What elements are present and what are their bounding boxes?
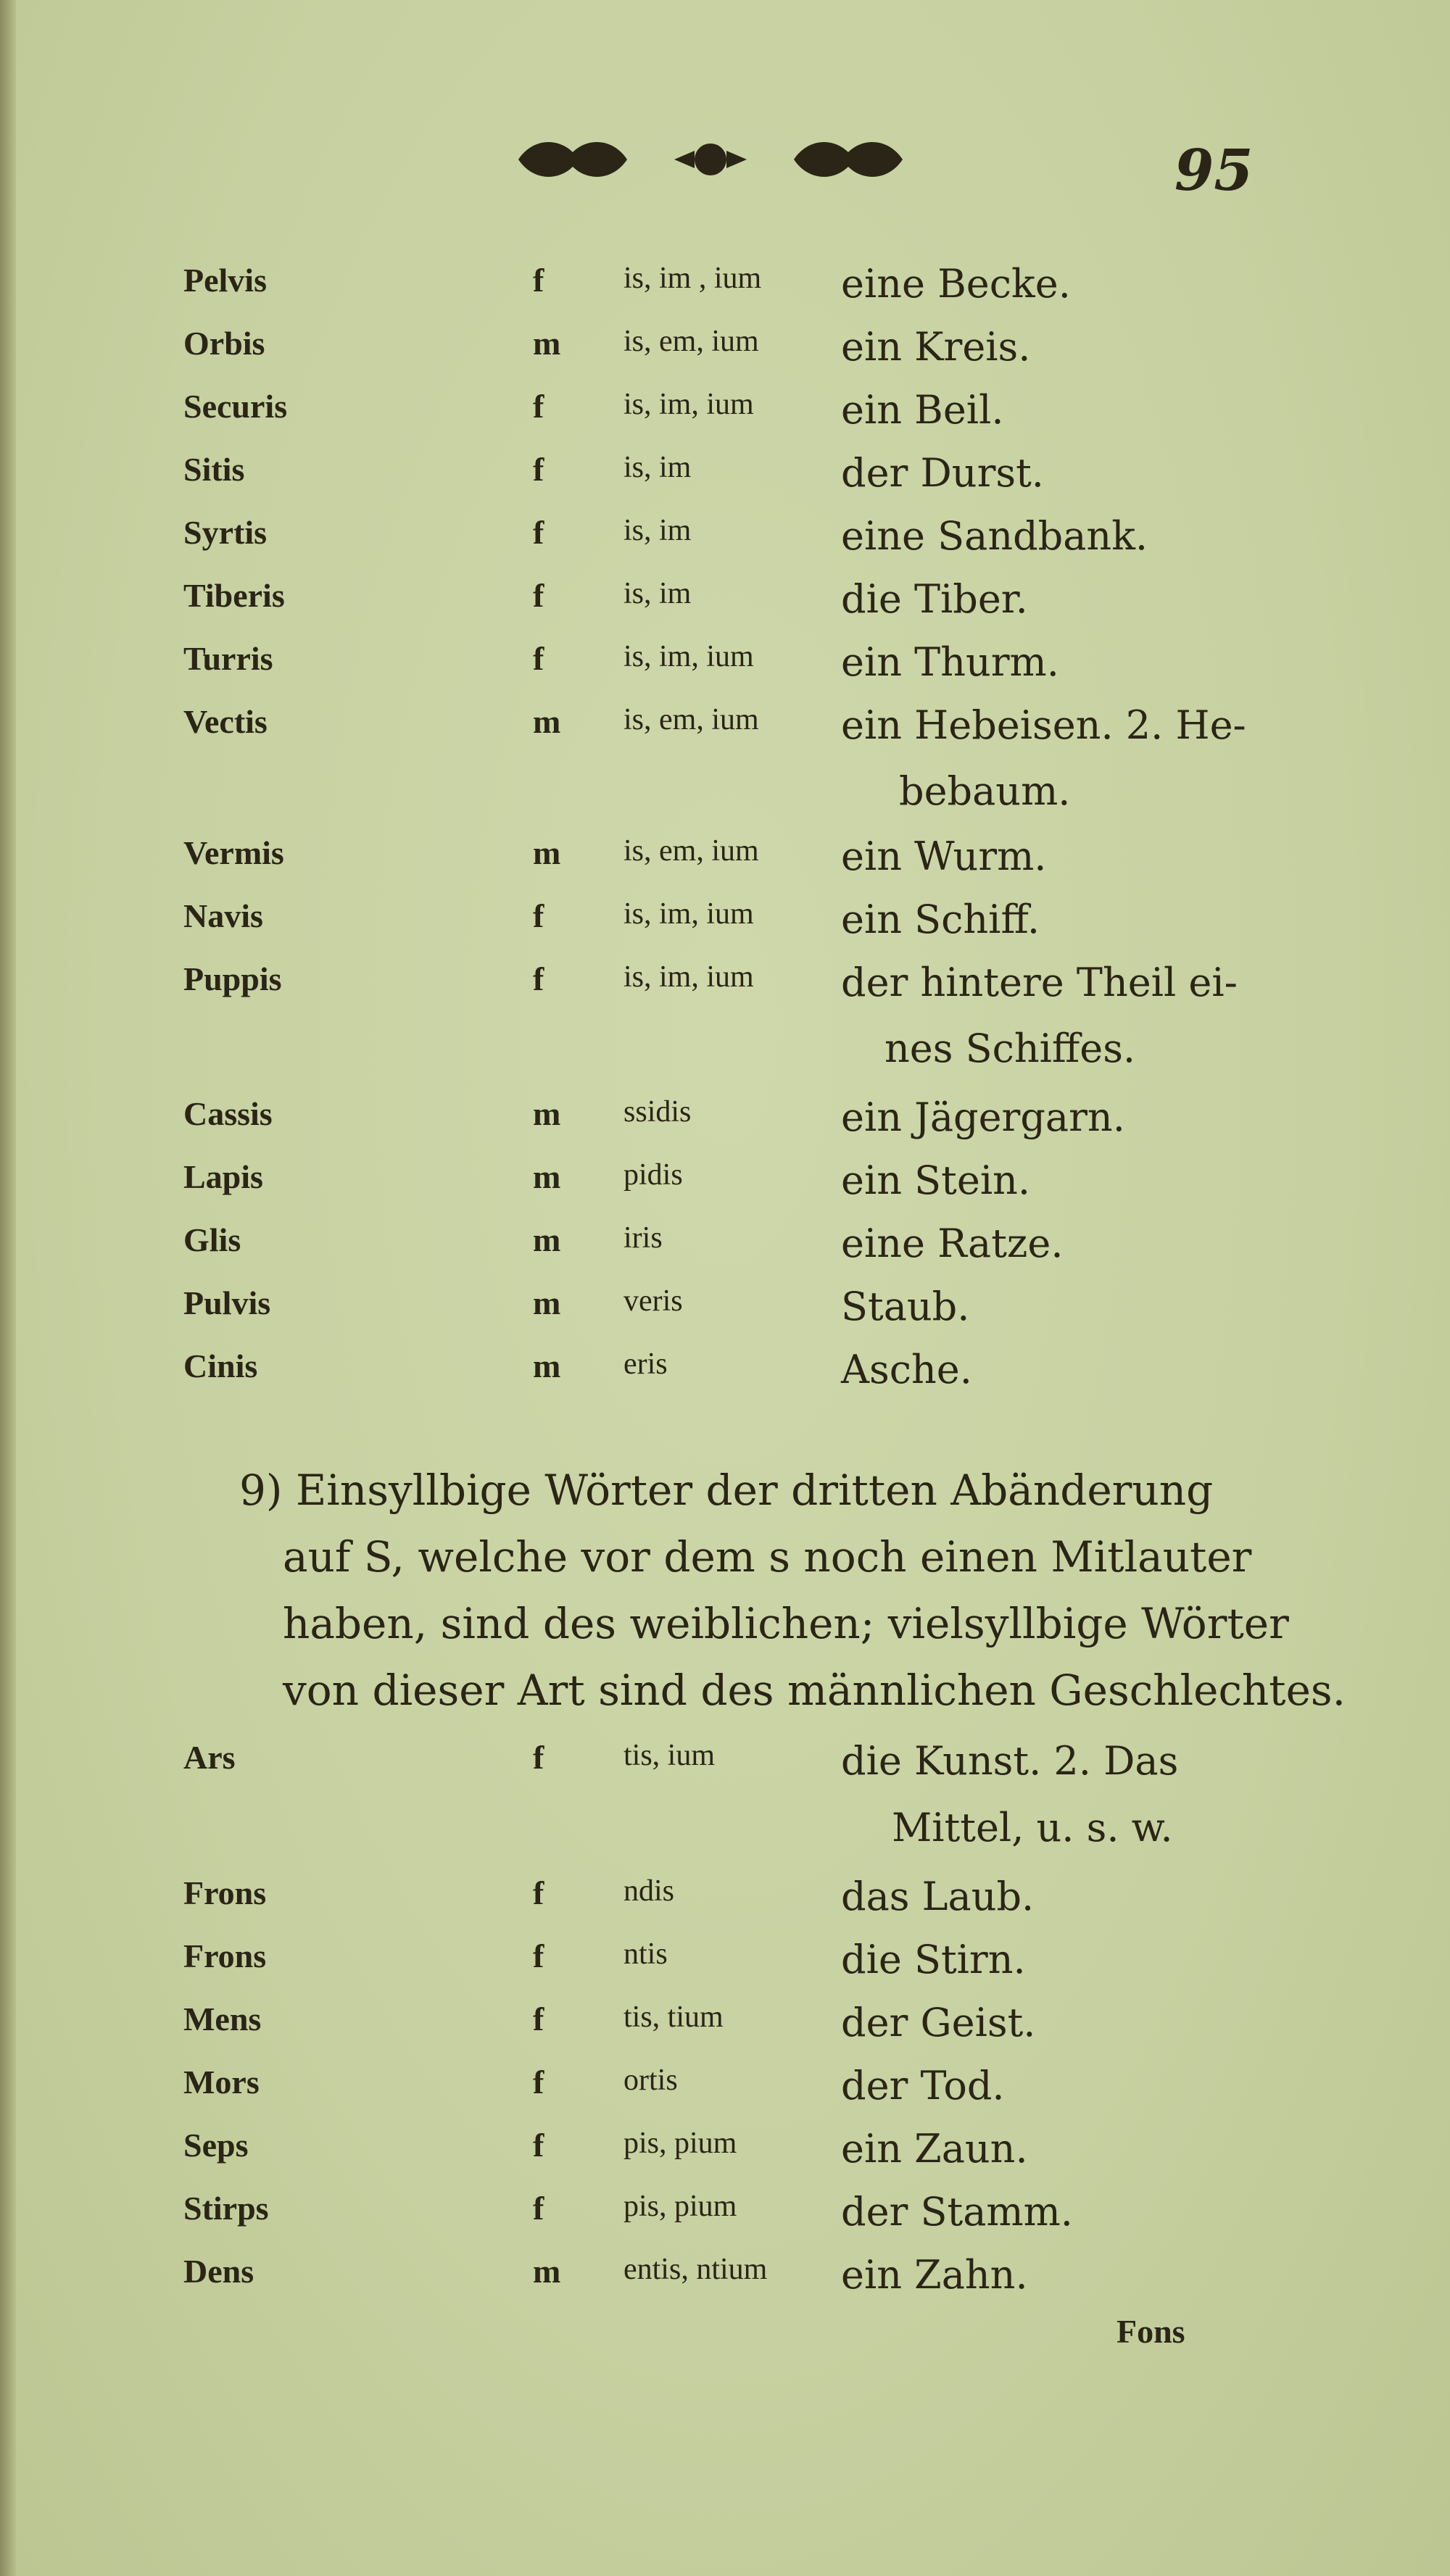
- case-endings: is, em, ium: [624, 703, 759, 736]
- entry-row: [0, 1874, 1450, 1939]
- rule-paragraph: [239, 1457, 1346, 1724]
- rule-line: haben, sind des weiblichen; vielsyllbige Wörter: [283, 1599, 1289, 1648]
- latin-word: Glis: [183, 1221, 241, 1258]
- gender-mark: f: [533, 960, 544, 997]
- entry-row: [0, 2000, 1450, 2065]
- case-endings: eris: [624, 1347, 668, 1381]
- latin-word: Tiberis: [183, 577, 285, 614]
- case-endings: ntis: [624, 1937, 668, 1971]
- latin-word: Ars: [183, 1739, 236, 1776]
- entry-row: [0, 387, 1450, 452]
- german-meaning: ein Zahn.: [841, 2252, 1028, 2298]
- entry-row: [0, 1094, 1450, 1160]
- gender-mark: f: [533, 2190, 544, 2227]
- gender-mark: f: [533, 1874, 544, 1911]
- case-endings: veris: [624, 1284, 683, 1318]
- case-endings: is, im, ium: [624, 960, 754, 994]
- german-meaning: der Geist.: [841, 2000, 1036, 2045]
- latin-word: Pulvis: [183, 1284, 271, 1321]
- gender-mark: f: [533, 2000, 544, 2037]
- entry-row: [0, 2189, 1450, 2254]
- gender-mark: m: [533, 325, 561, 362]
- case-endings: is, im, ium: [624, 897, 754, 931]
- latin-word: Lapis: [183, 1158, 263, 1195]
- german-meaning: eine Becke.: [841, 261, 1071, 307]
- gender-mark: f: [533, 451, 544, 488]
- gender-mark: m: [533, 1158, 561, 1195]
- german-meaning: die Stirn.: [841, 1937, 1026, 1982]
- case-endings: pis, pium: [624, 2190, 737, 2223]
- latin-word: Turris: [183, 640, 273, 677]
- entry-row: [0, 897, 1450, 962]
- case-endings: is, im: [624, 577, 692, 610]
- gender-mark: f: [533, 1937, 544, 1974]
- latin-word: Cassis: [183, 1095, 273, 1132]
- latin-word: Cinis: [183, 1347, 258, 1384]
- case-endings: is, im, ium: [624, 388, 754, 421]
- entry-row: [0, 1221, 1450, 1286]
- german-meaning: ein Stein.: [841, 1158, 1031, 1203]
- meaning-continuation: bebaum.: [899, 768, 1071, 814]
- latin-word: Mens: [183, 2000, 262, 2037]
- case-endings: is, em, ium: [624, 834, 759, 868]
- latin-word: Mors: [183, 2064, 260, 2101]
- case-endings: tis, tium: [624, 2000, 724, 2034]
- entry-row: [0, 639, 1450, 705]
- catchword: Fons: [1116, 2313, 1185, 2350]
- german-meaning: ein Wurm.: [841, 834, 1047, 879]
- case-endings: ortis: [624, 2064, 678, 2097]
- case-endings: is, im: [624, 451, 692, 484]
- german-meaning: Asche.: [841, 1347, 972, 1392]
- latin-word: Pelvis: [183, 262, 267, 299]
- case-endings: tis, ium: [624, 1739, 716, 1772]
- german-meaning: ein Thurm.: [841, 639, 1059, 685]
- entry-row: [0, 1158, 1450, 1223]
- case-endings: entis, ntium: [624, 2253, 768, 2286]
- latin-word: Vermis: [183, 834, 284, 871]
- header-ornament-icon: [508, 130, 914, 188]
- gender-mark: f: [533, 388, 544, 425]
- gender-mark: f: [533, 577, 544, 614]
- gender-mark: m: [533, 834, 561, 871]
- entry-row: [0, 2126, 1450, 2191]
- latin-word: Securis: [183, 388, 288, 425]
- case-endings: is, im , ium: [624, 262, 762, 295]
- german-meaning: ein Jägergarn.: [841, 1094, 1125, 1140]
- latin-word: Orbis: [183, 325, 265, 362]
- entry-row: [0, 450, 1450, 515]
- entry-row: [0, 576, 1450, 641]
- entry-row: [0, 1347, 1450, 1412]
- german-meaning: die Kunst. 2. Das: [841, 1738, 1179, 1784]
- case-endings: ssidis: [624, 1095, 692, 1129]
- german-meaning: Staub.: [841, 1284, 970, 1329]
- meaning-continuation: nes Schiffes.: [884, 1026, 1136, 1071]
- case-endings: is, em, ium: [624, 325, 759, 358]
- entry-row: [0, 1738, 1450, 1803]
- german-meaning: das Laub.: [841, 1874, 1035, 1919]
- latin-word: Sitis: [183, 451, 245, 488]
- gender-mark: m: [533, 1284, 561, 1321]
- german-meaning: ein Schiff.: [841, 897, 1040, 942]
- german-meaning: ein Hebeisen. 2. He-: [841, 702, 1246, 748]
- gender-mark: f: [533, 1739, 544, 1776]
- latin-word: Seps: [183, 2127, 249, 2164]
- case-endings: pidis: [624, 1158, 683, 1192]
- entry-row: [0, 1937, 1450, 2002]
- entry-row: [0, 2252, 1450, 2317]
- gender-mark: f: [533, 2127, 544, 2164]
- german-meaning: ein Zaun.: [841, 2126, 1028, 2172]
- latin-word: Navis: [183, 897, 263, 934]
- gender-mark: f: [533, 2064, 544, 2101]
- entry-row: [0, 1284, 1450, 1349]
- rule-line: auf S, welche vor dem s noch einen Mitlauter: [283, 1532, 1252, 1582]
- german-meaning: die Tiber.: [841, 576, 1028, 622]
- german-meaning: ein Beil.: [841, 387, 1004, 433]
- entry-row: [0, 261, 1450, 326]
- entry-row: [0, 702, 1450, 768]
- entry-row: [0, 834, 1450, 899]
- gender-mark: m: [533, 1347, 561, 1384]
- entry-row: [0, 2063, 1450, 2128]
- case-endings: is, im: [624, 514, 692, 547]
- gender-mark: m: [533, 703, 561, 740]
- case-endings: pis, pium: [624, 2127, 737, 2160]
- entry-row: [0, 324, 1450, 389]
- latin-word: Puppis: [183, 960, 282, 997]
- latin-word: Syrtis: [183, 514, 267, 551]
- case-endings: is, im, ium: [624, 640, 754, 673]
- german-meaning: eine Sandbank.: [841, 513, 1148, 559]
- entry-row: [0, 960, 1450, 1025]
- german-meaning: eine Ratze.: [841, 1221, 1064, 1266]
- meaning-continuation: Mittel, u. s. w.: [892, 1805, 1173, 1850]
- rule-line: von dieser Art sind des männlichen Geschlechtes.: [283, 1666, 1346, 1715]
- gender-mark: m: [533, 2253, 561, 2290]
- gender-mark: f: [533, 514, 544, 551]
- latin-word: Dens: [183, 2253, 254, 2290]
- gender-mark: m: [533, 1095, 561, 1132]
- gender-mark: f: [533, 897, 544, 934]
- german-meaning: der Tod.: [841, 2063, 1005, 2108]
- german-meaning: ein Kreis.: [841, 324, 1031, 370]
- german-meaning: der Stamm.: [841, 2189, 1073, 2235]
- latin-word: Stirps: [183, 2190, 269, 2227]
- gender-mark: f: [533, 262, 544, 299]
- case-endings: iris: [624, 1221, 663, 1255]
- latin-word: Frons: [183, 1874, 267, 1911]
- case-endings: ndis: [624, 1874, 675, 1908]
- rule-line: 9) Einsyllbige Wörter der dritten Abänderung: [239, 1466, 1214, 1515]
- latin-word: Frons: [183, 1937, 267, 1974]
- gender-mark: m: [533, 1221, 561, 1258]
- german-meaning: der hintere Theil ei-: [841, 960, 1238, 1005]
- page-number: 95: [1174, 138, 1254, 204]
- latin-word: Vectis: [183, 703, 268, 740]
- entry-row: [0, 513, 1450, 578]
- gender-mark: f: [533, 640, 544, 677]
- german-meaning: der Durst.: [841, 450, 1044, 496]
